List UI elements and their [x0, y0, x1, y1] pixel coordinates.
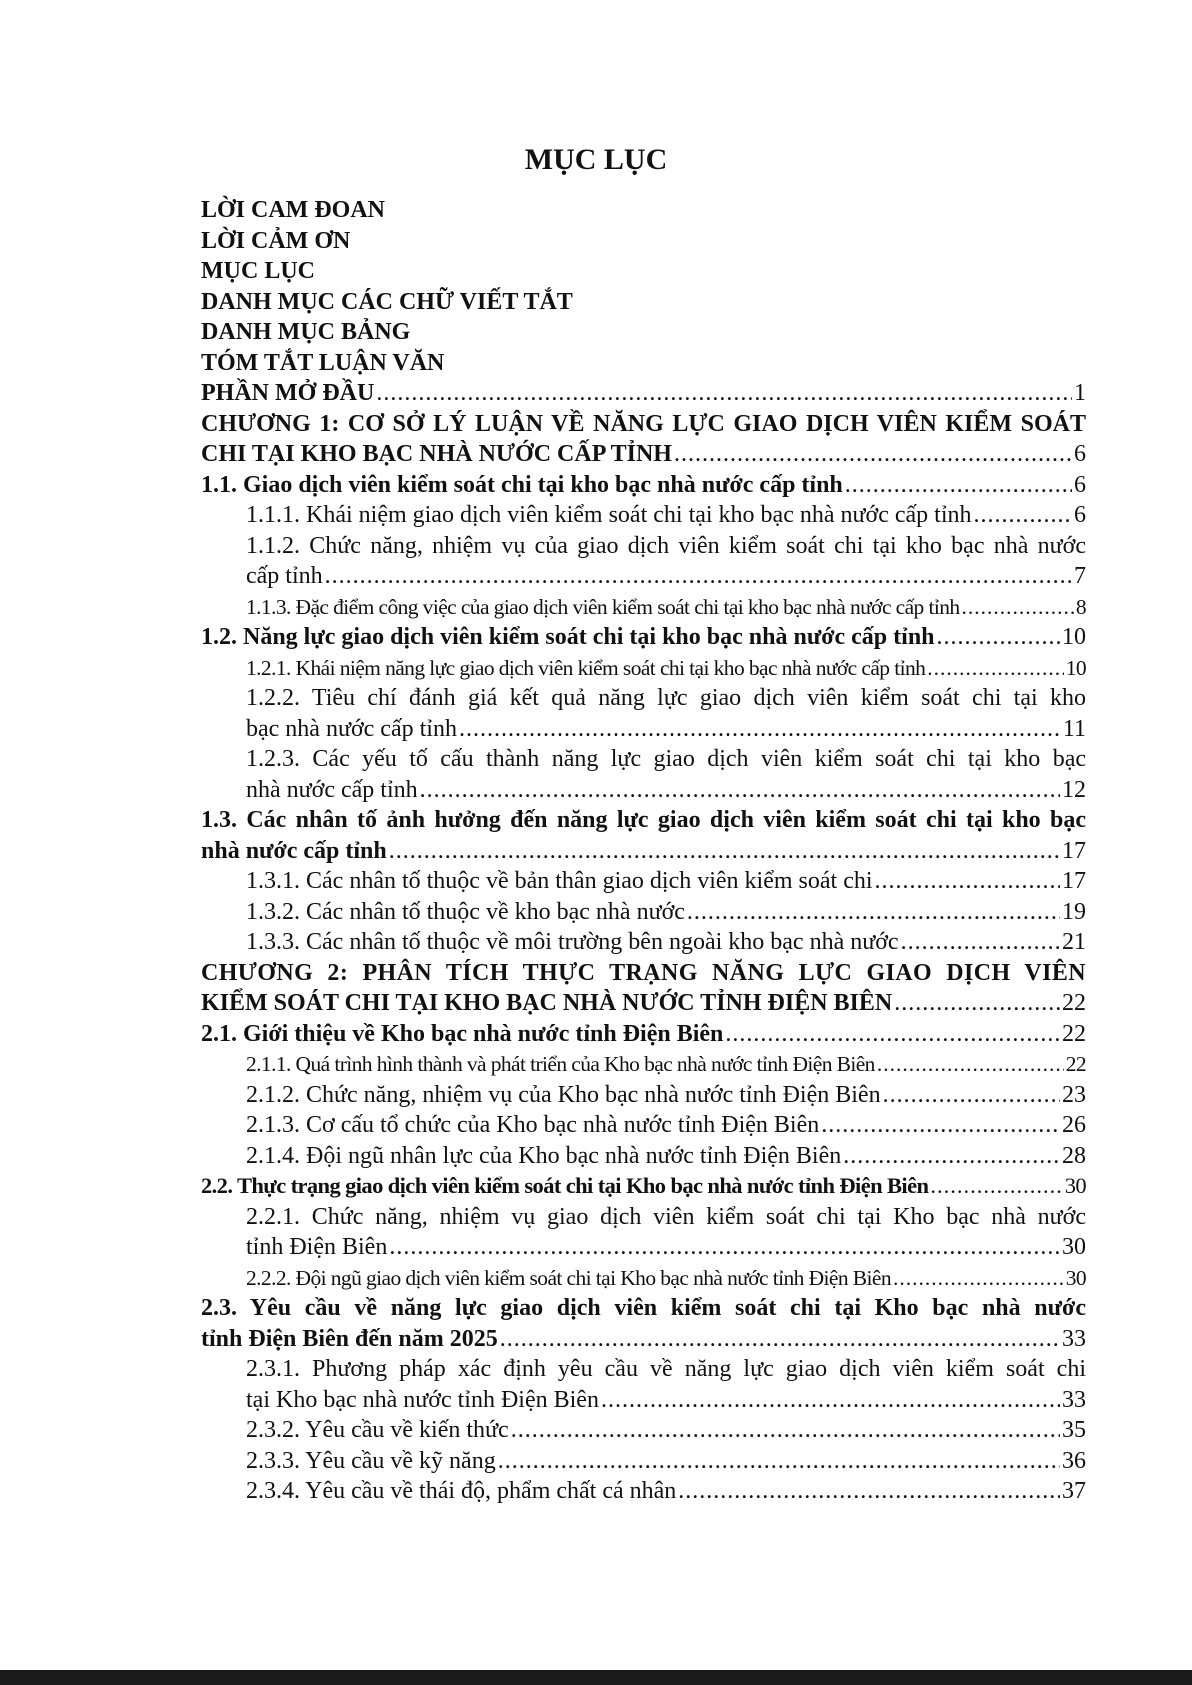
- toc-page-number: 22: [1062, 990, 1086, 1016]
- toc-page-number: 23: [1062, 1081, 1086, 1108]
- toc-entry-label: 1.3.2. Các nhân tố thuộc về kho bạc nhà nước: [246, 898, 685, 925]
- toc-entry[interactable]: [201, 1415, 1086, 1446]
- toc-entry-heading-line: 2.3.1. Phương pháp xác định yêu cầu về năng lực giao dịch viên kiểm soát chi: [246, 1356, 1086, 1382]
- toc-entry-label: CHI TẠI KHO BẠC NHÀ NƯỚC CẤP TỈNH: [201, 441, 672, 467]
- toc-entry-heading-line: 2.2.1. Chức năng, nhiệm vụ giao dịch viên kiểm soát chi tại Kho bạc nhà nước: [246, 1203, 1086, 1230]
- toc-entry[interactable]: [201, 653, 1086, 684]
- toc-page-number: 6: [1074, 441, 1086, 467]
- toc-entry[interactable]: [201, 317, 1086, 348]
- dot-leader: [893, 1263, 1064, 1294]
- dot-leader: [420, 775, 1060, 806]
- toc-page-number: 6: [1074, 471, 1086, 498]
- toc-page-number: 17: [1062, 868, 1086, 894]
- toc-entry-label: 2.1.4. Đội ngũ nhân lực của Kho bạc nhà nước tỉnh Điện Biên: [246, 1142, 842, 1169]
- toc-entry-label: KIỂM SOÁT CHI TẠI KHO BẠC NHÀ NƯỚC TỈNH ĐIỆN BIÊN: [201, 990, 893, 1016]
- toc-entry-label: cấp tỉnh: [246, 563, 323, 589]
- toc-entry-label: DANH MỤC CÁC CHỮ VIẾT TẮT: [201, 288, 573, 315]
- toc-entry-label: 1.3.3. Các nhân tố thuộc về môi trường bên ngoài kho bạc nhà nước: [246, 929, 899, 955]
- toc-page-number: 11: [1062, 715, 1086, 742]
- dot-leader: [498, 1446, 1060, 1477]
- toc-page-number: 10: [1065, 655, 1086, 680]
- toc-page-number: 22: [1065, 1052, 1086, 1076]
- toc-entry-heading-line: 1.2.2. Tiêu chí đánh giá kết quả năng lực giao dịch viên kiểm soát chi tại kho: [246, 685, 1086, 711]
- page-title: MỤC LỤC: [524, 143, 668, 176]
- dot-leader: [927, 653, 1063, 684]
- dot-leader: [389, 836, 1060, 867]
- dot-leader: [601, 1385, 1060, 1416]
- toc-entry-label: nhà nước cấp tỉnh: [201, 837, 387, 864]
- dot-leader: [674, 439, 1072, 470]
- toc-page-number: 30: [1065, 1265, 1086, 1290]
- toc-entry-label: tỉnh Điện Biên đến năm 2025: [201, 1325, 498, 1352]
- toc-entry-label: 1.1.3. Đặc điểm công việc của giao dịch viên kiểm soát chi tại kho bạc nhà nước cấp tỉnh: [246, 594, 960, 619]
- toc-entry-label: 2.3.4. Yêu cầu về thái độ, phẩm chất cá nhân: [246, 1478, 677, 1504]
- toc-entry[interactable]: [201, 256, 1086, 287]
- dot-leader: [877, 1049, 1064, 1080]
- dot-leader: [376, 378, 1072, 409]
- toc-page-number: 30: [1062, 1234, 1086, 1260]
- toc-entry[interactable]: [201, 1202, 1086, 1263]
- toc-entry-label: 1.1. Giao dịch viên kiểm soát chi tại kho bạc nhà nước cấp tỉnh: [201, 471, 843, 498]
- dot-leader: [821, 1110, 1060, 1141]
- dot-leader: [962, 592, 1074, 623]
- toc-entry-label: 1.1.1. Khái niệm giao dịch viên kiểm soát chi tại kho bạc nhà nước cấp tỉnh: [246, 502, 972, 528]
- toc-entry-label: 2.1. Giới thiệu về Kho bạc nhà nước tỉnh Điện Biên: [201, 1020, 724, 1047]
- dot-leader: [459, 714, 1061, 745]
- toc-page-number: 33: [1062, 1325, 1086, 1352]
- toc-page-number: 19: [1062, 898, 1086, 925]
- dot-leader: [894, 988, 1060, 1019]
- toc-entry-heading-line: 2.3. Yêu cầu về năng lực giao dịch viên kiểm soát chi tại Kho bạc nhà nước: [201, 1295, 1086, 1321]
- toc-page-number: 12: [1062, 776, 1086, 803]
- toc-page-number: 1: [1074, 380, 1086, 406]
- toc-entry-label: DANH MỤC BẢNG: [201, 319, 411, 345]
- toc-entry-label: 1.3.1. Các nhân tố thuộc về bản thân giao dịch viên kiểm soát chi: [246, 868, 873, 894]
- toc-page-number: 26: [1062, 1112, 1086, 1138]
- toc-entry-label: PHẦN MỞ ĐẦU: [201, 380, 375, 406]
- dot-leader: [901, 927, 1060, 958]
- dot-leader: [500, 1324, 1060, 1355]
- toc-entry-label: tỉnh Điện Biên: [246, 1234, 388, 1260]
- toc-entry-label: 2.3.2. Yêu cầu về kiến thức: [246, 1417, 509, 1443]
- toc-entry[interactable]: [201, 866, 1086, 897]
- dot-leader: [843, 1141, 1060, 1172]
- toc-entry[interactable]: [201, 897, 1086, 928]
- toc-page-number: 22: [1062, 1020, 1086, 1047]
- dot-leader: [389, 1232, 1060, 1263]
- toc-entry[interactable]: [201, 348, 1086, 379]
- toc-entry[interactable]: [201, 378, 1086, 409]
- toc-entry-label: LỜI CẢM ƠN: [201, 227, 351, 254]
- toc-page-number: 21: [1062, 929, 1086, 955]
- toc-entry-label: 2.1.1. Quá trình hình thành và phát triển của Kho bạc nhà nước tỉnh Điện Biên: [246, 1052, 875, 1076]
- toc-entry-label: 2.3.3. Yêu cầu về kỹ năng: [246, 1447, 496, 1474]
- toc-entry[interactable]: [201, 622, 1086, 653]
- dot-leader: [974, 500, 1072, 531]
- toc-entry-heading-line: 1.2.3. Các yếu tố cấu thành năng lực giao dịch viên kiểm soát chi tại kho bạc: [246, 746, 1086, 772]
- dot-leader: [937, 622, 1060, 653]
- toc-page-number: 8: [1075, 594, 1086, 619]
- toc-entry[interactable]: [201, 1293, 1086, 1354]
- toc-entry[interactable]: [201, 683, 1086, 744]
- toc-entry-label: 2.1.2. Chức năng, nhiệm vụ của Kho bạc nhà nước tỉnh Điện Biên: [246, 1081, 881, 1108]
- toc-entry[interactable]: [201, 1141, 1086, 1172]
- toc-entry-label: LỜI CAM ĐOAN: [201, 197, 385, 223]
- page-bottom-edge: [0, 1670, 1192, 1685]
- dot-leader: [725, 1019, 1060, 1050]
- toc-entry[interactable]: [201, 287, 1086, 318]
- toc-page-number: 10: [1062, 624, 1086, 650]
- toc-page-number: 36: [1062, 1447, 1086, 1474]
- toc-entry[interactable]: [201, 470, 1086, 501]
- toc-entry[interactable]: [201, 1110, 1086, 1141]
- toc-page-number: 17: [1062, 837, 1086, 864]
- toc-entry-heading-line: CHƯƠNG 2: PHÂN TÍCH THỰC TRẠNG NĂNG LỰC GIAO DỊCH VIÊN: [201, 959, 1086, 986]
- toc-entry[interactable]: [201, 1354, 1086, 1415]
- dot-leader: [875, 866, 1060, 897]
- dot-leader: [883, 1080, 1060, 1111]
- toc-entry-label: 2.2. Thực trạng giao dịch viên kiểm soát chi tại Kho bạc nhà nước tỉnh Điện Biên: [201, 1173, 929, 1198]
- dot-leader: [687, 897, 1060, 928]
- toc-entry-label: 2.2.2. Đội ngũ giao dịch viên kiểm soát chi tại Kho bạc nhà nước tỉnh Điện Biên: [246, 1265, 891, 1290]
- toc-entry[interactable]: [201, 1049, 1086, 1080]
- toc-entry[interactable]: [201, 1476, 1086, 1507]
- toc-entry[interactable]: [201, 1171, 1086, 1202]
- toc-page-number: 28: [1062, 1142, 1086, 1169]
- toc-entry-label: tại Kho bạc nhà nước tỉnh Điện Biên: [246, 1386, 599, 1413]
- toc-entry[interactable]: [201, 1446, 1086, 1477]
- toc-entry[interactable]: [201, 226, 1086, 257]
- toc-page-number: 7: [1074, 563, 1086, 589]
- toc-page-number: 37: [1062, 1478, 1086, 1504]
- toc-entry-label: 1.2.1. Khái niệm năng lực giao dịch viên kiểm soát chi tại kho bạc nhà nước cấp tỉnh: [246, 655, 926, 680]
- dot-leader: [930, 1171, 1062, 1202]
- toc-entry[interactable]: [201, 592, 1086, 623]
- toc-page-number: 6: [1074, 502, 1086, 528]
- toc-entry-heading-line: 1.3. Các nhân tố ảnh hưởng đến năng lực giao dịch viên kiểm soát chi tại kho bạc: [201, 807, 1086, 833]
- toc-entry[interactable]: [201, 531, 1086, 592]
- dot-leader: [678, 1476, 1060, 1507]
- toc-entry[interactable]: [201, 1263, 1086, 1294]
- toc-page-number: 30: [1064, 1173, 1086, 1198]
- toc-entry-heading-line: 1.1.2. Chức năng, nhiệm vụ của giao dịch viên kiểm soát chi tại kho bạc nhà nước: [246, 532, 1086, 559]
- toc-entry[interactable]: [201, 927, 1086, 958]
- dot-leader: [845, 470, 1072, 501]
- toc-entry[interactable]: [201, 805, 1086, 866]
- toc-entry[interactable]: [201, 958, 1086, 1019]
- dot-leader: [325, 561, 1072, 592]
- toc-entry[interactable]: [201, 1080, 1086, 1111]
- toc-page-number: 35: [1062, 1417, 1086, 1443]
- toc-entry-label: 2.1.3. Cơ cấu tổ chức của Kho bạc nhà nước tỉnh Điện Biên: [246, 1112, 820, 1138]
- toc-entry-heading-line: CHƯƠNG 1: CƠ SỞ LÝ LUẬN VỀ NĂNG LỰC GIAO DỊCH VIÊN KIỂM SOÁT: [201, 410, 1086, 437]
- toc-entry[interactable]: [201, 195, 1086, 226]
- dot-leader: [511, 1415, 1060, 1446]
- toc-entry-label: MỤC LỤC: [201, 258, 315, 284]
- toc-page-number: 33: [1062, 1386, 1086, 1413]
- toc-entry-label: 1.2. Năng lực giao dịch viên kiểm soát chi tại kho bạc nhà nước cấp tỉnh: [201, 624, 935, 650]
- table-of-contents: [201, 195, 1086, 1507]
- toc-entry[interactable]: [201, 409, 1086, 470]
- toc-entry-label: nhà nước cấp tỉnh: [246, 776, 418, 803]
- toc-entry[interactable]: [201, 500, 1086, 531]
- toc-entry[interactable]: [201, 744, 1086, 805]
- toc-entry-label: bạc nhà nước cấp tỉnh: [246, 715, 457, 742]
- toc-entry-label: TÓM TẮT LUẬN VĂN: [201, 349, 445, 376]
- toc-entry[interactable]: [201, 1019, 1086, 1050]
